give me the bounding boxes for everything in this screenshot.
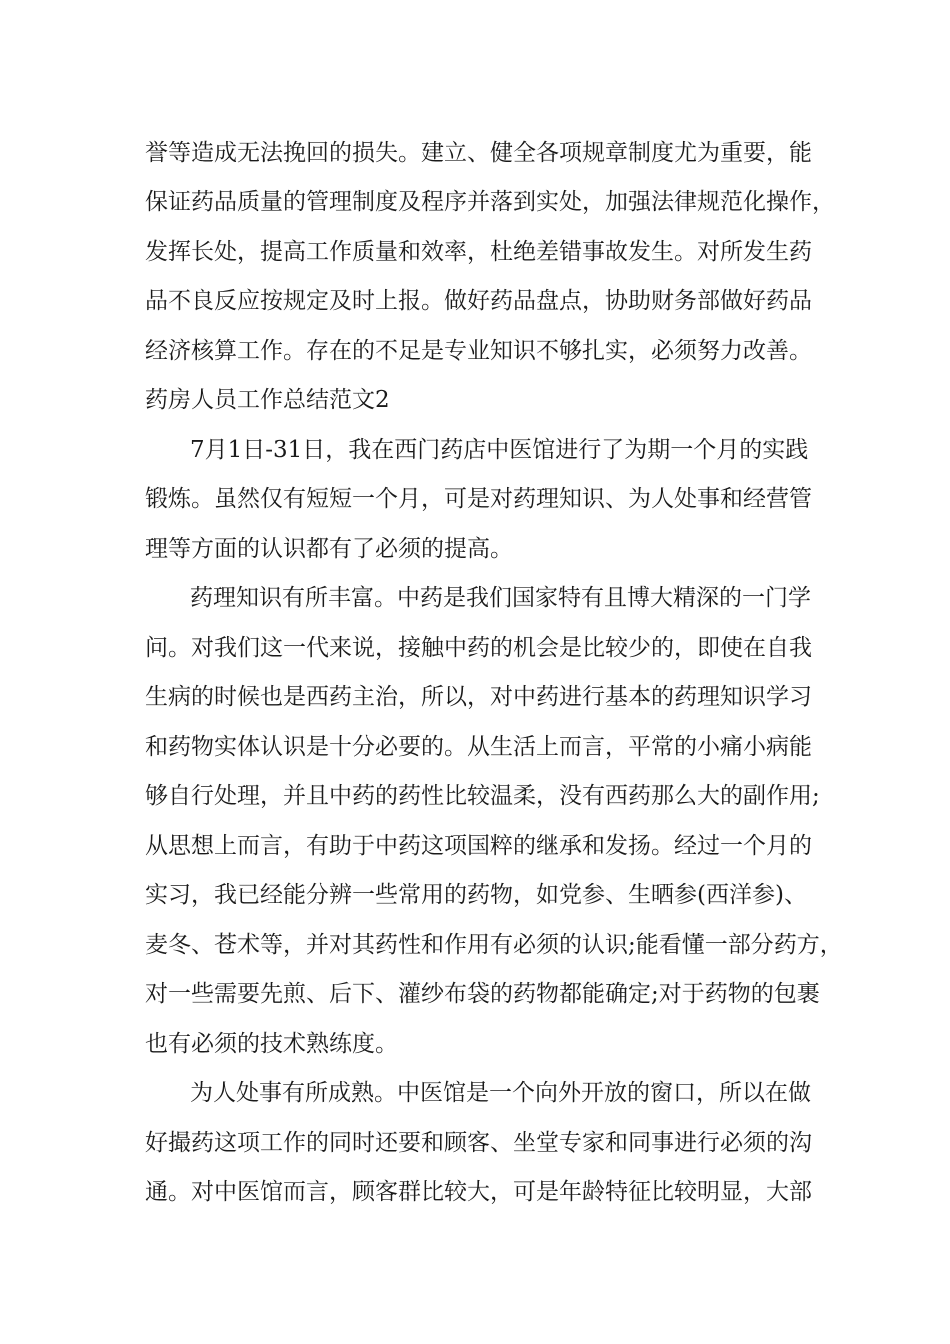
text-line: 通。对中医馆而言，顾客群比较大，可是年龄特征比较明显，大部 <box>145 1179 812 1205</box>
text-line: 也有必须的技术熟练度。 <box>145 1031 398 1057</box>
text-line: 经济核算工作。存在的不足是专业知识不够扎实，必须努力改善。 <box>145 338 812 364</box>
text-line: 实习，我已经能分辨一些常用的药物，如党参、生晒参(西洋参)、 <box>145 882 807 908</box>
text-line: 麦冬、苍术等，并对其药性和作用有必须的认识;能看懂一部分药方， <box>145 932 843 958</box>
text-line: 7月1日-31日，我在西门药店中医馆进行了为期一个月的实践 <box>190 437 809 463</box>
text-line: 和药物实体认识是十分必要的。从生活上而言，平常的小痛小病能 <box>145 734 812 760</box>
section-heading: 药房人员工作总结范文2 <box>145 387 390 413</box>
text-line: 够自行处理，并且中药的药性比较温柔，没有西药那么大的副作用; <box>145 783 820 809</box>
text-line: 为人处事有所成熟。中医馆是一个向外开放的窗口，所以在做 <box>190 1080 811 1106</box>
text-line: 药理知识有所丰富。中药是我们国家特有且博大精深的一门学 <box>190 585 811 611</box>
text-line: 问。对我们这一代来说，接触中药的机会是比较少的，即使在自我 <box>145 635 812 661</box>
text-line: 从思想上而言，有助于中药这项国粹的继承和发扬。经过一个月的 <box>145 833 812 859</box>
text-line: 锻炼。虽然仅有短短一个月，可是对药理知识、为人处事和经营管 <box>145 486 812 512</box>
text-line: 誉等造成无法挽回的损失。建立、健全各项规章制度尤为重要，能 <box>145 140 812 166</box>
text-line: 保证药品质量的管理制度及程序并落到实处，加强法律规范化操作， <box>145 189 835 215</box>
text-line: 生病的时候也是西药主治，所以，对中药进行基本的药理知识学习 <box>145 684 812 710</box>
text-line: 品不良反应按规定及时上报。做好药品盘点，协助财务部做好药品 <box>145 288 812 314</box>
text-line: 发挥长处，提高工作质量和效率，杜绝差错事故发生。对所发生药 <box>145 239 812 265</box>
text-line: 好撮药这项工作的同时还要和顾客、坐堂专家和同事进行必须的沟 <box>145 1130 812 1156</box>
text-line: 理等方面的认识都有了必须的提高。 <box>145 536 513 562</box>
text-line: 对一些需要先煎、后下、灌纱布袋的药物都能确定;对于药物的包裹 <box>145 981 820 1007</box>
